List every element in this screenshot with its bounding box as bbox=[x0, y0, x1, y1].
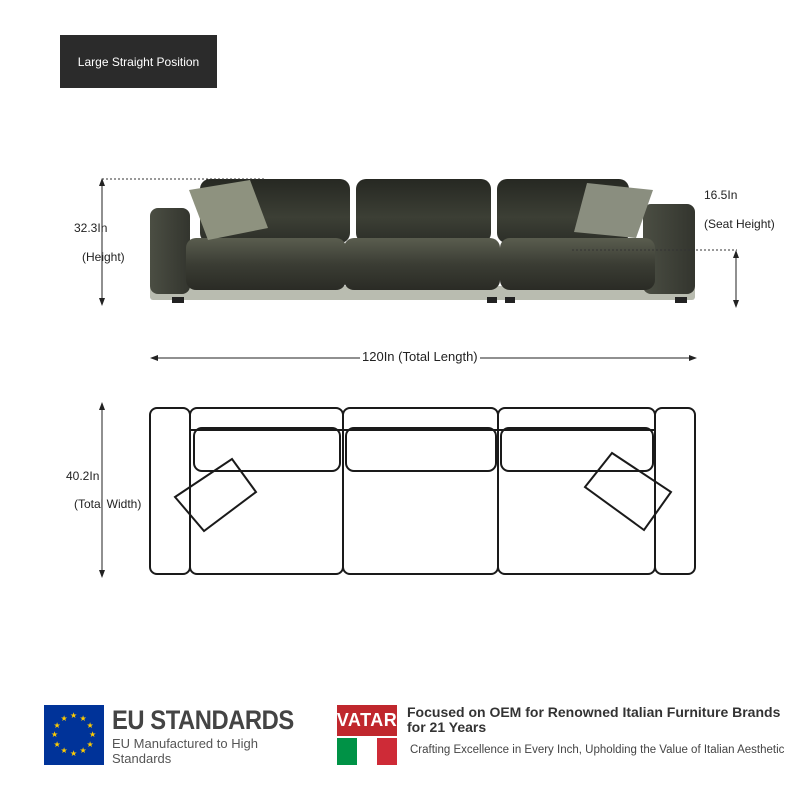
eu-star-icon: ★ bbox=[53, 739, 61, 749]
width-value: 40.2In bbox=[66, 469, 100, 483]
total-length-label: 120In (Total Length) bbox=[362, 349, 478, 364]
eu-star-icon: ★ bbox=[60, 713, 68, 723]
eu-star-icon: ★ bbox=[53, 720, 61, 730]
width-label: (Total Width) bbox=[74, 497, 142, 511]
eu-star-icon: ★ bbox=[79, 713, 87, 723]
eu-stars bbox=[44, 705, 104, 765]
italy-flag-icon bbox=[337, 738, 397, 765]
seat-height-value: 16.5In bbox=[704, 188, 738, 202]
height-label: (Height) bbox=[82, 250, 125, 264]
vatar-tagline: Crafting Excellence in Every Inch, Upholding the Value of Italian Aesthetic bbox=[410, 744, 785, 756]
vatar-headline: Focused on OEM for Renowned Italian Furniture Brands for 21 Years bbox=[407, 704, 781, 735]
position-label: Large Straight Position bbox=[60, 35, 217, 88]
eu-star-icon: ★ bbox=[79, 746, 87, 756]
eu-star-icon: ★ bbox=[89, 730, 97, 739]
vatar-logo: VATAR bbox=[337, 705, 397, 736]
eu-star-icon: ★ bbox=[86, 720, 94, 730]
seat-height-label: (Seat Height) bbox=[704, 217, 775, 231]
eu-standards-subtitle: EU Manufactured to High Standards bbox=[112, 736, 258, 766]
eu-star-icon: ★ bbox=[70, 711, 78, 720]
eu-star-icon: ★ bbox=[86, 739, 94, 749]
top-view-drawing bbox=[150, 408, 695, 574]
height-value: 32.3In bbox=[74, 221, 108, 235]
eu-star-icon: ★ bbox=[70, 749, 78, 758]
eu-star-icon: ★ bbox=[60, 746, 68, 756]
eu-star-icon: ★ bbox=[51, 730, 59, 739]
eu-standards-title: EU STANDARDS bbox=[112, 705, 294, 735]
